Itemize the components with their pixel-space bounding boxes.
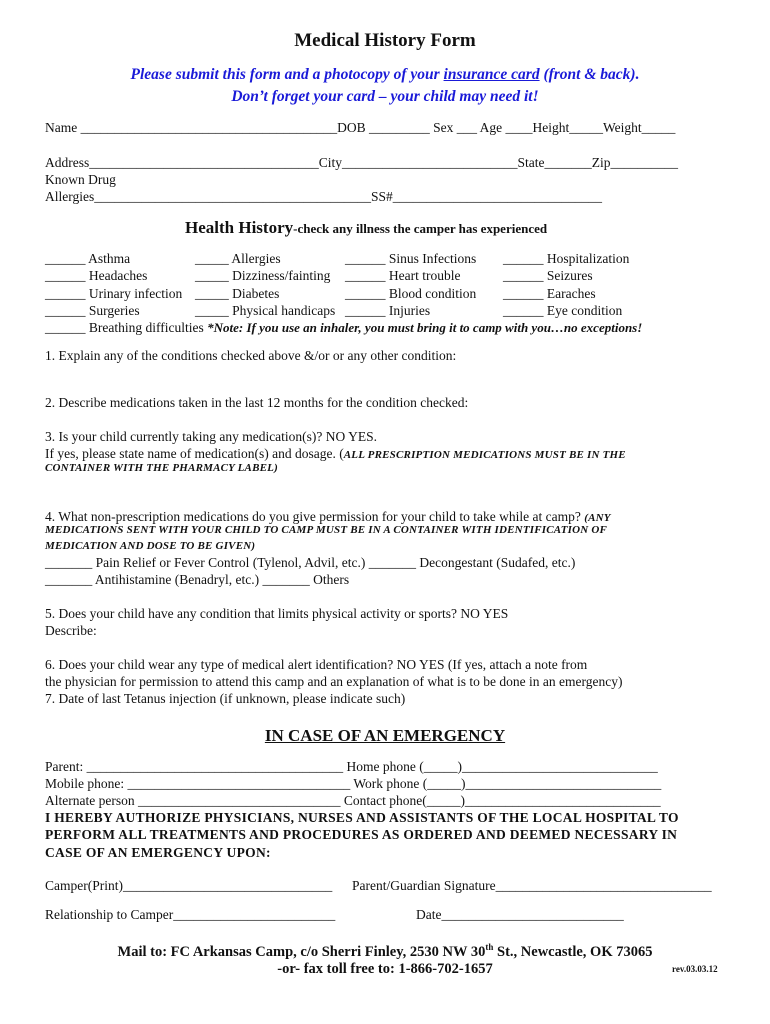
checkbox-sinus-infections[interactable]: ______ Sinus Infections [345, 251, 477, 266]
form-title: Medical History Form [294, 30, 476, 51]
authorization-line-2: PERFORM ALL TREATMENTS AND PROCEDURES AS ORDERED AND DEEMED NECESSARY IN [45, 827, 678, 842]
checkbox-seizures[interactable]: ______ Seizures [503, 268, 593, 283]
health-history-subtitle: -check any illness the camper has experienced [293, 221, 548, 236]
checkbox-injuries[interactable]: ______ Injuries [345, 303, 431, 318]
question-2: 2. Describe medications taken in the last 12 months for the condition checked: [45, 395, 469, 410]
checkbox-eye-condition[interactable]: ______ Eye condition [503, 303, 623, 318]
insurance-card-link: insurance card [443, 66, 540, 83]
mobile-field[interactable]: Mobile phone: _________________________________ Work phone (_____)_____________________________ [45, 776, 662, 791]
checkbox-heart-trouble[interactable]: ______ Heart trouble [345, 268, 461, 283]
question-7: 7. Date of last Tetanus injection (if unknown, please indicate such) [45, 691, 406, 706]
instructions-line-1 [0, 66, 770, 84]
checkbox-physical-handicaps[interactable]: _____ Physical handicaps [195, 303, 336, 318]
instructions-line-2: Don’t forget your card – your child may need it! [231, 88, 539, 105]
revision-label: rev.03.03.12 [672, 964, 718, 974]
mail-to-address [0, 942, 770, 961]
question-3: 3. Is your child currently taking any medication(s)? NO YES. [45, 429, 378, 444]
checkbox-breathing-difficulties[interactable]: ______ Breathing difficulties [45, 320, 208, 335]
question-5: 5. Does your child have any condition that limits physical activity or sports? NO YES [45, 606, 509, 621]
fax-number: -or- fax toll free to: 1-866-702-1657 [277, 961, 493, 977]
field-allergies-row[interactable]: Allergies_________________________________________SS#_______________________________ [45, 189, 603, 204]
question-1: 1. Explain any of the conditions checked above &/or or any other condition: [45, 348, 457, 363]
checkbox-blood-condition[interactable]: ______ Blood condition [345, 286, 477, 301]
field-known-drug-label: Known Drug [45, 172, 116, 187]
guardian-signature-field[interactable]: Parent/Guardian Signature________________________________ [352, 878, 712, 893]
checkbox-urinary-infection[interactable]: ______ Urinary infection [45, 286, 183, 301]
question-4-options-1[interactable]: _______ Pain Relief or Fever Control (Tylenol, Advil, etc.) _______ Decongestant (Sudafed, etc.) [45, 555, 576, 570]
authorization-line-3: CASE OF AN EMERGENCY UPON: [45, 845, 271, 860]
question-6: 6. Does your child wear any type of medical alert identification? NO YES (If yes, attach a note from [45, 657, 588, 672]
date-field[interactable]: Date___________________________ [416, 907, 624, 922]
question-3-detail [45, 446, 626, 462]
question-4-text: 4. What non-prescription medications do you give permission for your child to take while at camp? [45, 509, 585, 524]
checkbox-hospitalization[interactable]: ______ Hospitalization [503, 251, 630, 266]
question-6-detail: the physician for permission to attend this camp and an explanation of what is to be done in an emergency) [45, 674, 623, 689]
question-3-text: If yes, please state name of medication(s) and dosage. ( [45, 446, 344, 461]
mail-address-sup: th [485, 942, 494, 952]
health-history-title: Health History [185, 218, 294, 237]
field-address-row[interactable]: Address__________________________________City__________________________State_______Zip__________ [45, 155, 678, 170]
question-4 [45, 509, 611, 525]
question-5-describe: Describe: [45, 623, 97, 638]
alternate-field[interactable]: Alternate person ______________________________ Contact phone(_____)_____________________________ [45, 793, 661, 808]
checkbox-headaches[interactable]: ______ Headaches [45, 268, 148, 283]
checkbox-surgeries[interactable]: ______ Surgeries [45, 303, 140, 318]
camper-print-field[interactable]: Camper(Print)_______________________________ [45, 878, 333, 893]
parent-field[interactable]: Parent: ______________________________________ Home phone (_____)_____________________________ [45, 759, 658, 774]
checkbox-asthma[interactable]: ______ Asthma [45, 251, 131, 266]
mail-address-end: St., Newcastle, OK 73065 [493, 943, 653, 960]
health-history-heading [185, 218, 547, 238]
mail-address-text: Mail to: FC Arkansas Camp, c/o Sherri Finley, 2530 NW 30 [117, 943, 486, 960]
question-3-warning-2: CONTAINER WITH THE PHARMACY LABEL) [45, 462, 278, 474]
field-name-dob-row[interactable]: Name ______________________________________DOB _________ Sex ___ Age ____Height_____Weight_____ [45, 120, 676, 135]
checkbox-diabetes[interactable]: _____ Diabetes [195, 286, 280, 301]
inhaler-note: *Note: If you use an inhaler, you must bring it to camp with you…no exceptions! [207, 320, 643, 335]
question-4-warning: (ANY [584, 512, 611, 524]
question-3-warning: ALL PRESCRIPTION MEDICATIONS MUST BE IN THE [343, 449, 626, 461]
instructions-text: Please submit this form and a photocopy of your [130, 66, 444, 83]
relationship-field[interactable]: Relationship to Camper________________________ [45, 907, 336, 922]
checkbox-earaches[interactable]: ______ Earaches [503, 286, 596, 301]
instructions-text-end: (front & back). [539, 66, 640, 83]
emergency-heading: IN CASE OF AN EMERGENCY [264, 726, 506, 745]
question-4-warning-3: MEDICATION AND DOSE TO BE GIVEN) [45, 540, 256, 552]
authorization-line-1: I HEREBY AUTHORIZE PHYSICIANS, NURSES AND ASSISTANTS OF THE LOCAL HOSPITAL TO [45, 810, 679, 825]
breathing-row [45, 320, 642, 336]
checkbox-dizziness[interactable]: _____ Dizziness/fainting [195, 268, 331, 283]
question-4-warning-2: MEDICATIONS SENT WITH YOUR CHILD TO CAMP MUST BE IN A CONTAINER WITH IDENTIFICATION OF [45, 524, 608, 536]
checkbox-allergies[interactable]: _____ Allergies [195, 251, 281, 266]
question-4-options-2[interactable]: _______ Antihistamine (Benadryl, etc.) _______ Others [45, 572, 350, 587]
